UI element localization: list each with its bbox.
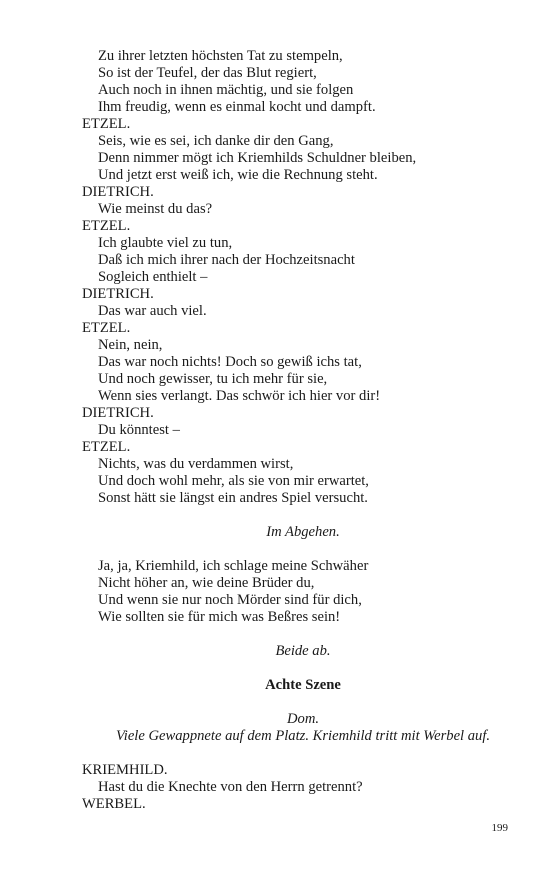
verse-line: Und jetzt erst weiß ich, wie die Rechnung steht.	[98, 167, 378, 183]
verse-line: Hast du die Knechte von den Herrn getrennt?	[98, 779, 363, 795]
speaker-name: DIETRICH.	[82, 286, 154, 302]
verse-line: Zu ihrer letzten höchsten Tat zu stempeln,	[98, 48, 343, 64]
play-text	[82, 48, 512, 813]
verse-line: Denn nimmer mögt ich Kriemhilds Schuldner bleiben,	[98, 150, 417, 166]
verse-line: So ist der Teufel, der das Blut regiert,	[98, 65, 317, 81]
verse-line: Wie sollten sie für mich was Beßres sein!	[98, 609, 341, 625]
line-gap	[82, 541, 512, 558]
page-number: 199	[491, 822, 508, 834]
verse-line: Und wenn sie nur noch Mörder sind für dich,	[98, 592, 362, 608]
verse-line: Nicht höher an, wie deine Brüder du,	[98, 575, 315, 591]
line-gap	[82, 745, 512, 762]
verse-line: Ja, ja, Kriemhild, ich schlage meine Schwäher	[98, 558, 369, 574]
verse-line: Und doch wohl mehr, als sie von mir erwartet,	[98, 473, 369, 489]
verse-line: Das war auch viel.	[98, 303, 207, 319]
verse-line: Wenn sies verlangt. Das schwör ich hier vor dir!	[98, 388, 381, 404]
stage-direction: Im Abgehen.	[266, 524, 340, 540]
verse-line: Seis, wie es sei, ich danke dir den Gang,	[98, 133, 334, 149]
scene-heading: Achte Szene	[265, 677, 341, 693]
speaker-name: ETZEL.	[82, 116, 131, 132]
speaker-name: ETZEL.	[82, 320, 131, 336]
speaker-name: ETZEL.	[82, 218, 131, 234]
speaker-name: KRIEMHILD.	[82, 762, 168, 778]
verse-line: Sogleich enthielt –	[98, 269, 208, 285]
speaker-name: ETZEL.	[82, 439, 131, 455]
line-gap	[82, 694, 512, 711]
line-gap	[82, 507, 512, 524]
line-gap	[82, 660, 512, 677]
stage-direction: Viele Gewappnete auf dem Platz. Kriemhild tritt mit Werbel auf.	[115, 728, 491, 744]
verse-line: Das war noch nichts! Doch so gewiß ichs tat,	[98, 354, 362, 370]
verse-line: Und noch gewisser, tu ich mehr für sie,	[98, 371, 328, 387]
speaker-name: DIETRICH.	[82, 184, 154, 200]
stage-direction: Dom.	[286, 711, 320, 727]
verse-line: Ich glaubte viel zu tun,	[98, 235, 233, 251]
verse-line: Du könntest –	[98, 422, 180, 438]
line-gap	[82, 626, 512, 643]
speaker-name: WERBEL.	[82, 796, 146, 812]
verse-line: Auch noch in ihnen mächtig, und sie folgen	[98, 82, 354, 98]
verse-line: Nichts, was du verdammen wirst,	[98, 456, 294, 472]
verse-line: Wie meinst du das?	[98, 201, 213, 217]
verse-line: Ihm freudig, wenn es einmal kocht und dampft.	[98, 99, 376, 115]
stage-direction: Beide ab.	[275, 643, 331, 659]
verse-line: Daß ich mich ihrer nach der Hochzeitsnacht	[98, 252, 355, 268]
verse-line: Sonst hätt sie längst ein andres Spiel versucht.	[98, 490, 368, 506]
speaker-name: DIETRICH.	[82, 405, 154, 421]
verse-line: Nein, nein,	[98, 337, 163, 353]
